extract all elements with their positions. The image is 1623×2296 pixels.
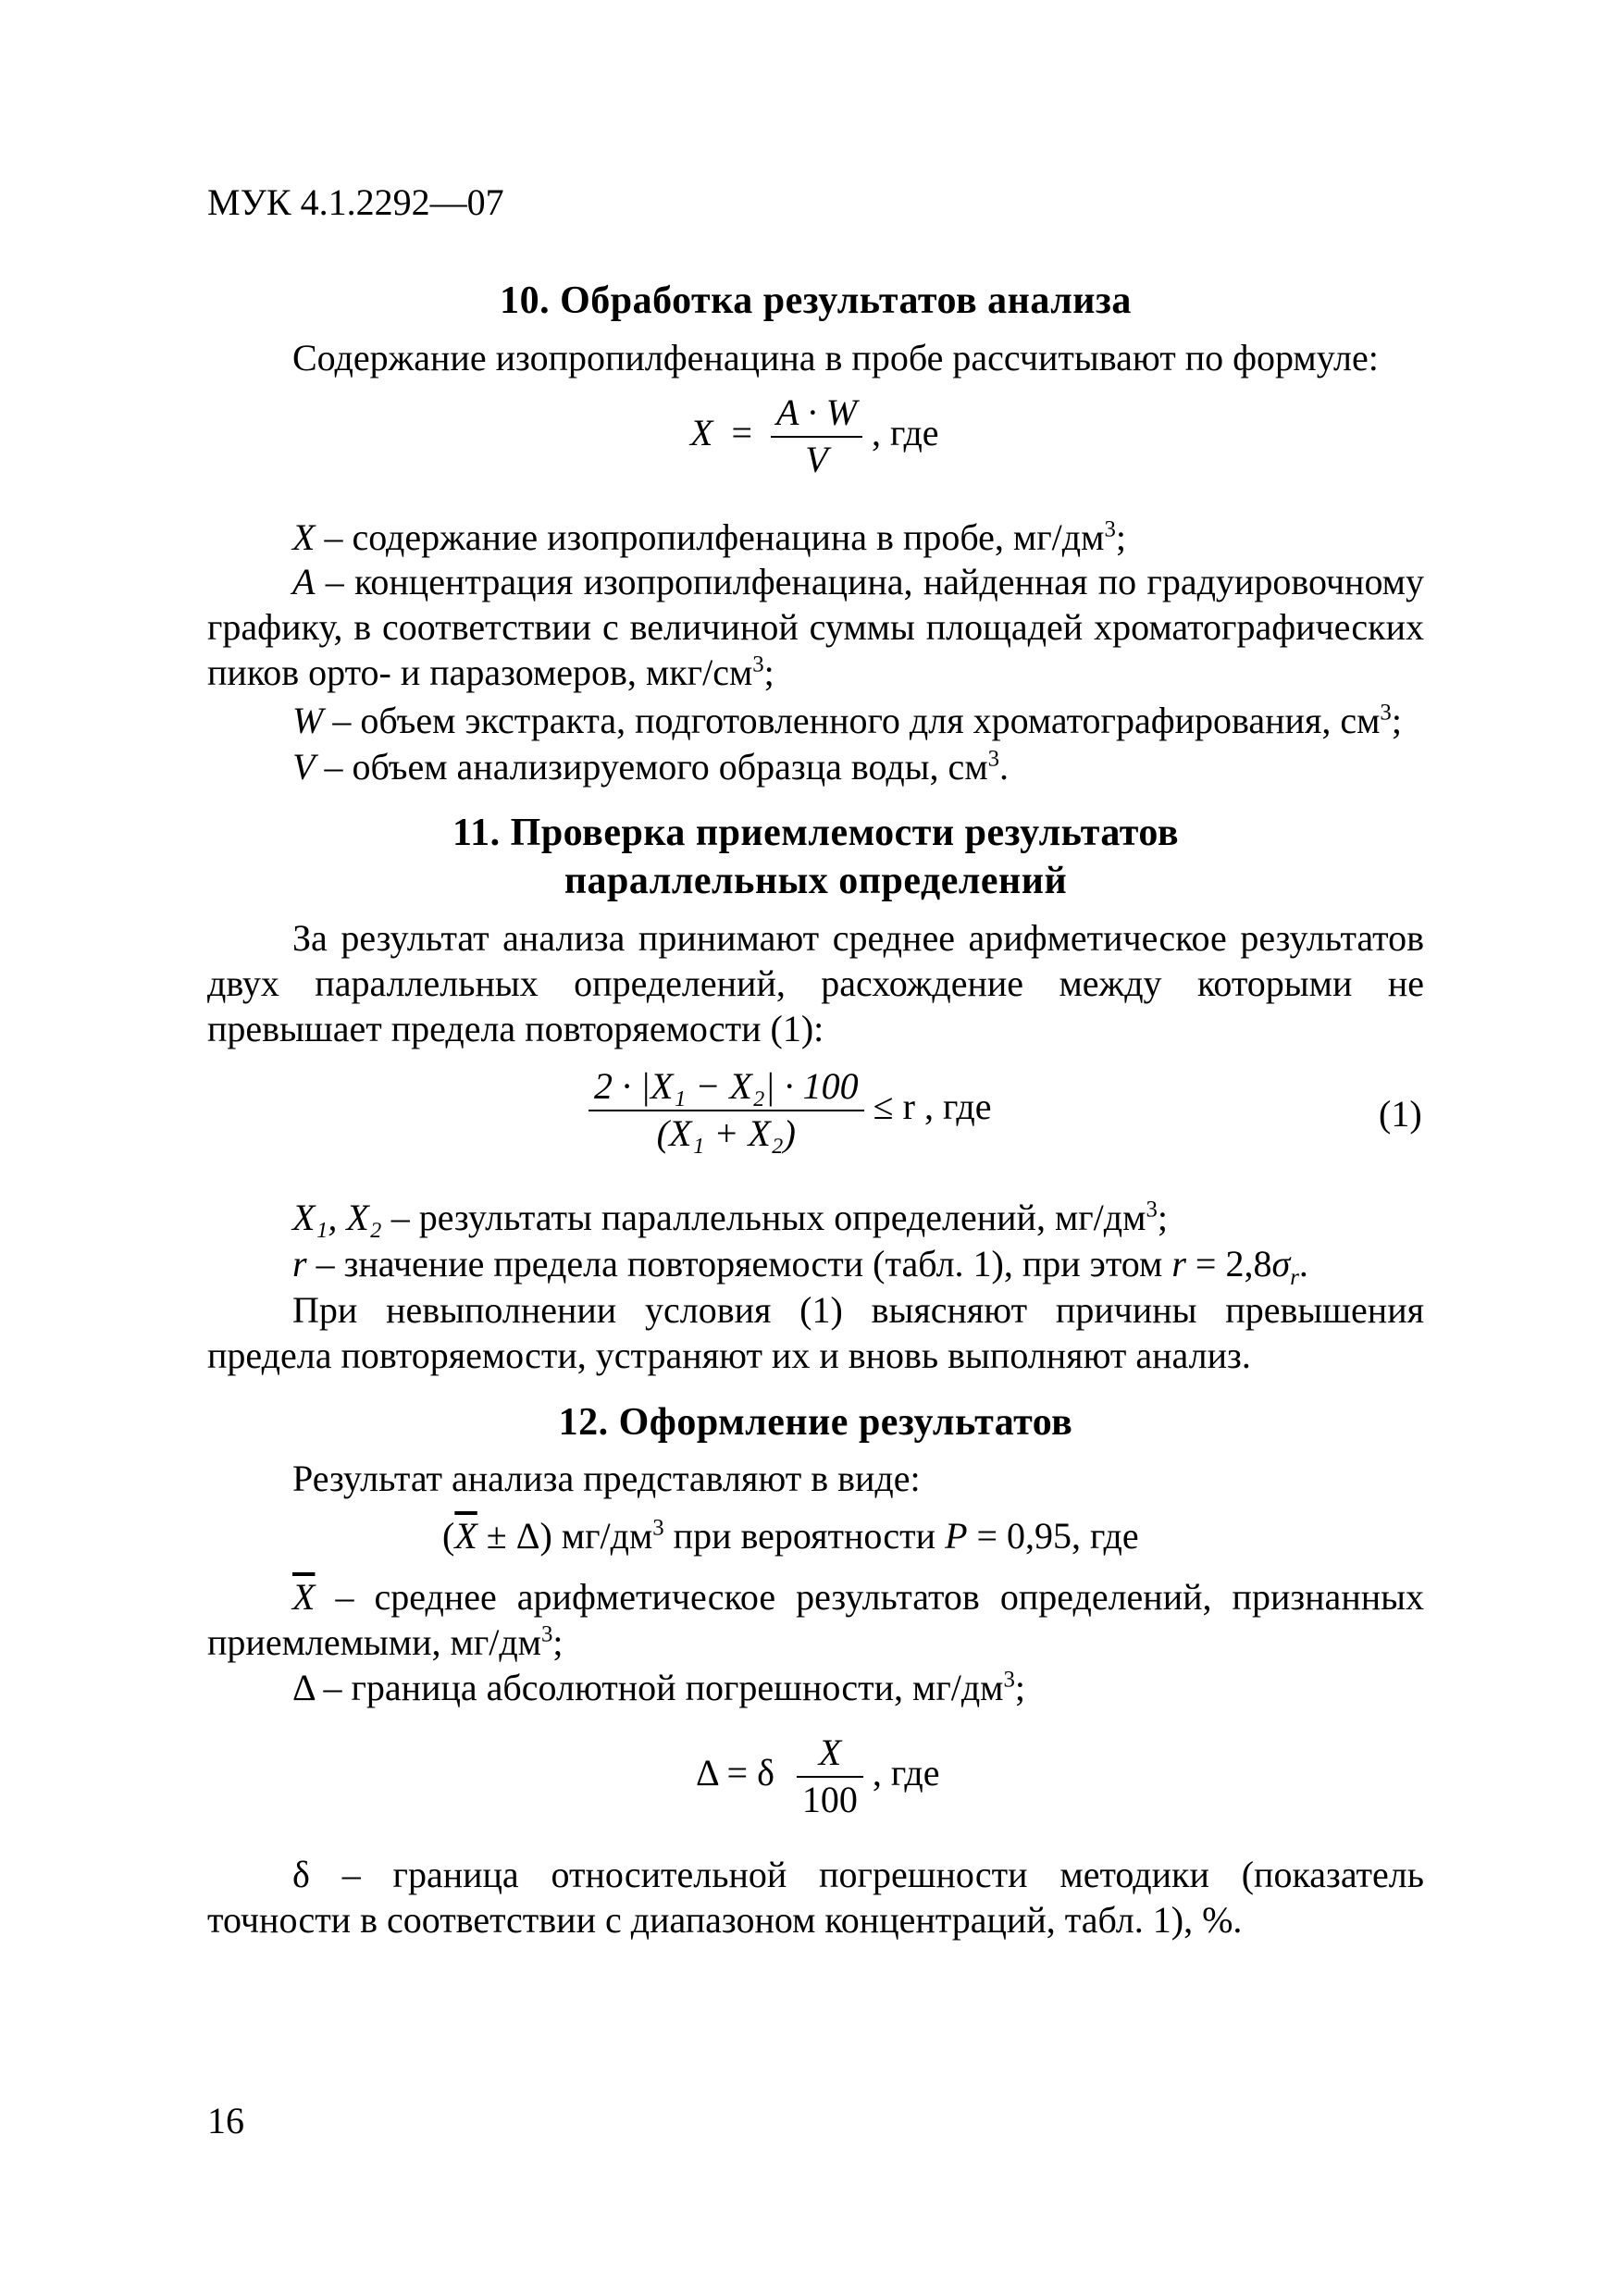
section-11-title-line1: 11. Проверка приемлемости результатов: [452, 812, 1180, 854]
section-10-intro: Содержание изопропилфенацина в пробе рассчитывают по формуле:: [292, 337, 1379, 379]
def-a: A – концентрация изопропилфенацина, найденная по градуировочному графику, в соответствии с величиной суммы площадей хроматографических пиков орто- и паразомеров, мкг/$см^3$;: [207, 561, 1424, 693]
formula-repeatability-fraction: [588, 1064, 864, 1157]
section-12-title: 12. Оформление результатов: [558, 1401, 1073, 1444]
def-delta: Δ – граница абсолютной погрешности, $мг/дм^3$;: [292, 1667, 1026, 1708]
def-x: X – содержание изопропилфенацина в пробе, $мг/дм^3$;: [292, 516, 1126, 558]
def-v: V – объем анализируемого образца воды, $см^3$.: [292, 746, 1010, 788]
formula-repeatability-numerator: 2 · |X₁ − X₂| · 100: [594, 1065, 859, 1107]
formula-delta-denominator: 100: [797, 1776, 863, 1823]
formula-delta-tail: , где: [872, 1751, 940, 1793]
def-r: r – значение предела повторяемости (табл. 1), при этом $r = 2,8\sigma_r$.: [292, 1243, 1308, 1290]
formula-repeatability-denominator: (X₁ + X₂): [588, 1110, 864, 1157]
section-11-title-line2: параллельных определений: [564, 860, 1068, 902]
def-w: W – объем экстракта, подготовленного для хроматографирования, $см^3$;: [292, 700, 1402, 741]
formula-x-lhs: X: [690, 411, 713, 453]
formula-x-numerator: A · W: [776, 391, 858, 433]
def-x1-x2: X₁, X₂ – результаты параллельных определений, $мг/дм^3$;: [292, 1197, 1168, 1238]
formula-repeatability: [588, 1064, 991, 1157]
formula-delta-lhs: Δ = δ: [696, 1751, 774, 1793]
section-10-title: 10. Обработка результатов анализа: [500, 279, 1132, 322]
def-xbar: $\overline{X}$ – среднее арифметическое результатов определений, признанных приемлемыми, $мг/дм^3$;: [207, 1576, 1424, 1663]
document-code: МУК 4.1.2292—07: [207, 181, 504, 223]
def-small-delta: δ – граница относительной погрешности методики (показатель точности в соответствии с диапазоном концентраций, табл. 1), %.: [207, 1854, 1424, 1941]
formula-x-fraction: [771, 391, 862, 483]
section-12-intro: Результат анализа представляют в виде:: [292, 1458, 921, 1499]
formula-x-tail: , где: [872, 411, 939, 453]
formula-delta: [696, 1731, 939, 1823]
formula-x-eq: =: [731, 411, 752, 453]
result-expression: $(\overline{X} \pm \Delta)$ $мг/дм^3$ при вероятности P = 0,95, где: [442, 1515, 1139, 1557]
formula-repeatability-tail: ≤ r , где: [873, 1085, 992, 1127]
section-11-intro: За результат анализа принимают среднее арифметическое результатов двух параллельных определений, расхождение между которыми не превышает предела повторяемости (1):: [207, 917, 1424, 1049]
formula-x: [690, 391, 939, 483]
page-number: 16: [207, 2100, 244, 2141]
formula-delta-numerator: X: [818, 1731, 842, 1773]
formula-delta-fraction: [797, 1731, 863, 1823]
section-11-outro: При невыполнении условия (1) выясняют причины превышения предела повторяемости, устраняют их и вновь выполняют анализ.: [207, 1289, 1424, 1376]
formula-number: (1): [1379, 1093, 1422, 1135]
formula-x-denominator: V: [771, 436, 862, 483]
